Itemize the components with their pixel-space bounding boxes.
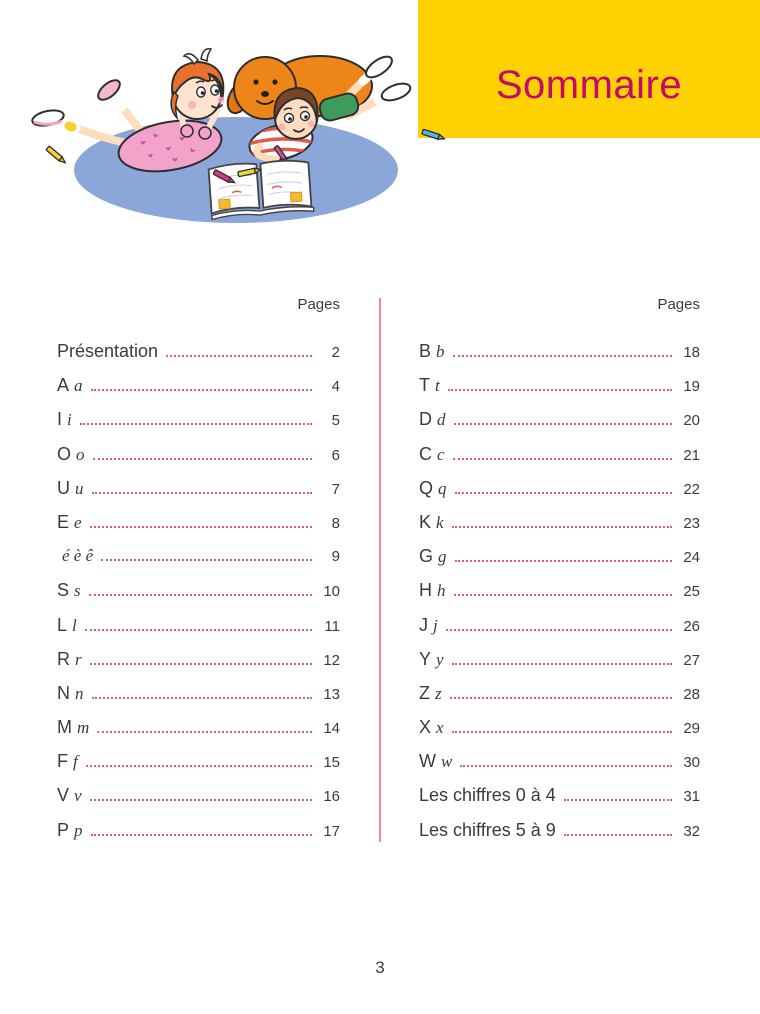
- entry-print-label: Les chiffres 0 à 4: [419, 785, 556, 806]
- dotted-leader: [450, 697, 672, 699]
- dotted-leader: [86, 765, 312, 767]
- entry-page-number: 7: [331, 480, 340, 498]
- pages-column-header: Pages: [297, 296, 340, 313]
- entry-cursive-label: u: [75, 478, 84, 498]
- toc-entry: [419, 785, 700, 819]
- entry-page-number: 17: [323, 822, 340, 840]
- entry-cursive-label: l: [72, 615, 77, 635]
- entry-page-number: 21: [683, 446, 700, 464]
- page-title: Sommaire: [495, 62, 683, 107]
- dotted-leader: [91, 389, 312, 391]
- entry-print-label: E: [57, 511, 70, 532]
- entry-page-number: 26: [683, 617, 700, 635]
- entry-cursive-label: o: [76, 444, 85, 464]
- entry-page-number: 24: [683, 549, 700, 567]
- entry-cursive-label: w: [441, 752, 453, 772]
- entry-print-label: G: [419, 546, 434, 567]
- column-divider: [379, 298, 381, 842]
- toc-entry: [419, 751, 700, 785]
- entry-page-number: 13: [323, 685, 340, 703]
- entry-cursive-label: y: [436, 649, 444, 669]
- entry-page-number: 27: [683, 651, 700, 669]
- entry-cursive-label: f: [73, 752, 78, 772]
- dotted-leader: [97, 731, 312, 733]
- dotted-leader: [455, 560, 672, 562]
- toc-entry: [419, 444, 700, 478]
- entry-print-label: S: [57, 580, 70, 601]
- entry-print-label: X: [419, 717, 432, 738]
- entry-page-number: 31: [683, 788, 700, 806]
- dotted-leader: [446, 629, 672, 631]
- entry-print-label: Z: [419, 682, 430, 703]
- entry-cursive-label: j: [433, 615, 438, 635]
- entry-page-number: 29: [683, 720, 700, 738]
- dotted-leader: [92, 697, 313, 699]
- dotted-leader: [454, 594, 673, 596]
- sommaire-header-banner: [418, 0, 760, 138]
- dotted-leader: [90, 526, 312, 528]
- entry-page-number: 4: [331, 378, 340, 396]
- dotted-leader: [85, 629, 312, 631]
- entry-page-number: 19: [683, 378, 700, 396]
- toc-entry: [57, 580, 340, 614]
- dotted-leader: [101, 559, 312, 561]
- dotted-leader: [564, 799, 672, 801]
- crayon-icon: [422, 129, 445, 141]
- entry-cursive-label: t: [435, 376, 440, 396]
- entry-cursive-label: b: [436, 342, 445, 361]
- toc-entry: [57, 683, 340, 717]
- toc-entry: [419, 546, 700, 580]
- toc-column-right: [419, 296, 700, 854]
- entry-print-label: Présentation: [57, 341, 159, 361]
- entry-print-label: V: [57, 785, 70, 806]
- entry-page-number: 25: [683, 583, 700, 601]
- entry-page-number: 10: [323, 583, 340, 601]
- toc-entry: [57, 649, 340, 683]
- entry-print-label: F: [57, 751, 68, 772]
- toc-entry: [57, 375, 340, 409]
- entry-page-number: 6: [331, 446, 340, 464]
- toc-entry: [57, 341, 340, 375]
- entry-cursive-label: x: [436, 718, 444, 738]
- toc-entry: [57, 546, 340, 580]
- entry-cursive-label: k: [436, 512, 444, 532]
- entry-cursive-label: a: [74, 376, 83, 396]
- entry-page-number: 11: [324, 617, 340, 635]
- toc-entry: [419, 409, 700, 443]
- entry-print-label: B: [419, 341, 432, 361]
- dotted-leader: [92, 492, 313, 494]
- entry-cursive-label: c: [437, 444, 445, 464]
- entry-print-label: N: [57, 682, 70, 703]
- dotted-leader: [93, 458, 312, 460]
- toc-column-left: [57, 296, 340, 854]
- dotted-leader: [448, 389, 672, 391]
- toc-entry: [57, 615, 340, 649]
- entry-print-label: Y: [419, 648, 432, 669]
- entry-cursive-label: z: [435, 683, 442, 703]
- entry-page-number: 8: [331, 514, 340, 532]
- entry-page-number: 12: [323, 651, 340, 669]
- entry-page-number: 16: [323, 788, 340, 806]
- entry-print-label: I: [57, 409, 63, 430]
- toc-entry: [419, 717, 700, 751]
- entry-page-number: 14: [323, 720, 340, 738]
- entry-cursive-label: q: [438, 478, 447, 498]
- dotted-leader: [80, 423, 312, 425]
- entry-print-label: O: [57, 443, 72, 464]
- entry-page-number: 15: [323, 754, 340, 772]
- dotted-leader: [452, 731, 672, 733]
- entry-print-label: L: [57, 614, 68, 635]
- entry-print-label: J: [419, 614, 428, 635]
- pages-column-header: Pages: [657, 296, 700, 313]
- entry-page-number: 32: [683, 822, 700, 840]
- entry-print-label: P: [57, 819, 70, 840]
- toc-entry: [57, 820, 340, 854]
- entry-print-label: H: [419, 580, 432, 601]
- crayon-icon: [46, 146, 67, 165]
- entry-page-number: 23: [683, 514, 700, 532]
- folio-page-number: 3: [375, 958, 385, 977]
- toc-entry: [419, 820, 700, 854]
- entry-print-label: U: [57, 477, 70, 498]
- dotted-leader: [89, 594, 312, 596]
- entry-page-number: 18: [683, 344, 700, 361]
- entry-page-number: 20: [683, 412, 700, 430]
- toc-entry: [419, 375, 700, 409]
- entry-page-number: 2: [331, 344, 340, 361]
- dotted-leader: [454, 423, 673, 425]
- entry-cursive-label: m: [77, 718, 90, 738]
- dotted-leader: [452, 663, 672, 665]
- dotted-leader: [452, 526, 672, 528]
- entry-print-label: R: [57, 648, 70, 669]
- entry-page-number: 9: [331, 548, 340, 566]
- entry-print-label: Q: [419, 477, 434, 498]
- entry-print-label: D: [419, 409, 432, 430]
- dotted-leader: [90, 799, 312, 801]
- dotted-leader: [453, 458, 672, 460]
- entry-print-label: K: [419, 511, 432, 532]
- entry-cursive-label: h: [437, 581, 446, 601]
- entry-cursive-label: r: [75, 649, 82, 669]
- toc-entry: [419, 478, 700, 512]
- toc-entry: [57, 478, 340, 512]
- dotted-leader: [90, 663, 312, 665]
- children-illustration: [28, 38, 463, 233]
- entry-cursive-label: d: [437, 410, 446, 430]
- dotted-leader: [455, 492, 672, 494]
- entry-print-label: Les chiffres 5 à 9: [419, 819, 556, 840]
- entry-cursive-label: n: [75, 683, 84, 703]
- dotted-leader: [166, 355, 312, 357]
- entry-page-number: 28: [683, 685, 700, 703]
- toc-entry: [57, 512, 340, 546]
- entry-cursive-label: i: [67, 410, 72, 430]
- toc-entry: [419, 649, 700, 683]
- entry-print-label: T: [419, 375, 430, 396]
- entry-cursive-label: v: [74, 786, 82, 806]
- dotted-leader: [460, 765, 672, 767]
- toc-entry: [57, 717, 340, 751]
- entry-page-number: 22: [683, 480, 700, 498]
- entry-print-label: A: [57, 375, 70, 396]
- entry-cursive-label: s: [74, 581, 81, 601]
- dotted-leader: [453, 355, 672, 357]
- toc-entry: [419, 580, 700, 614]
- toc-entry: [419, 683, 700, 717]
- entry-page-number: 30: [683, 754, 700, 772]
- dotted-leader: [564, 834, 672, 836]
- entry-print-label: M: [57, 717, 72, 738]
- toc-entry: [57, 785, 340, 819]
- entry-page-number: 5: [331, 412, 340, 430]
- toc-entry: [57, 444, 340, 478]
- dotted-leader: [91, 834, 312, 836]
- entry-cursive-label: p: [74, 820, 83, 840]
- toc-entry: [419, 341, 700, 375]
- toc-entry: [419, 615, 700, 649]
- entry-cursive-label: é è ê: [62, 546, 94, 566]
- entry-cursive-label: e: [74, 512, 82, 532]
- entry-cursive-label: g: [438, 547, 447, 567]
- entry-print-label: C: [419, 443, 432, 464]
- entry-print-label: W: [419, 751, 436, 772]
- toc-entry: [57, 751, 340, 785]
- toc-entry: [57, 409, 340, 443]
- toc-entry: [419, 512, 700, 546]
